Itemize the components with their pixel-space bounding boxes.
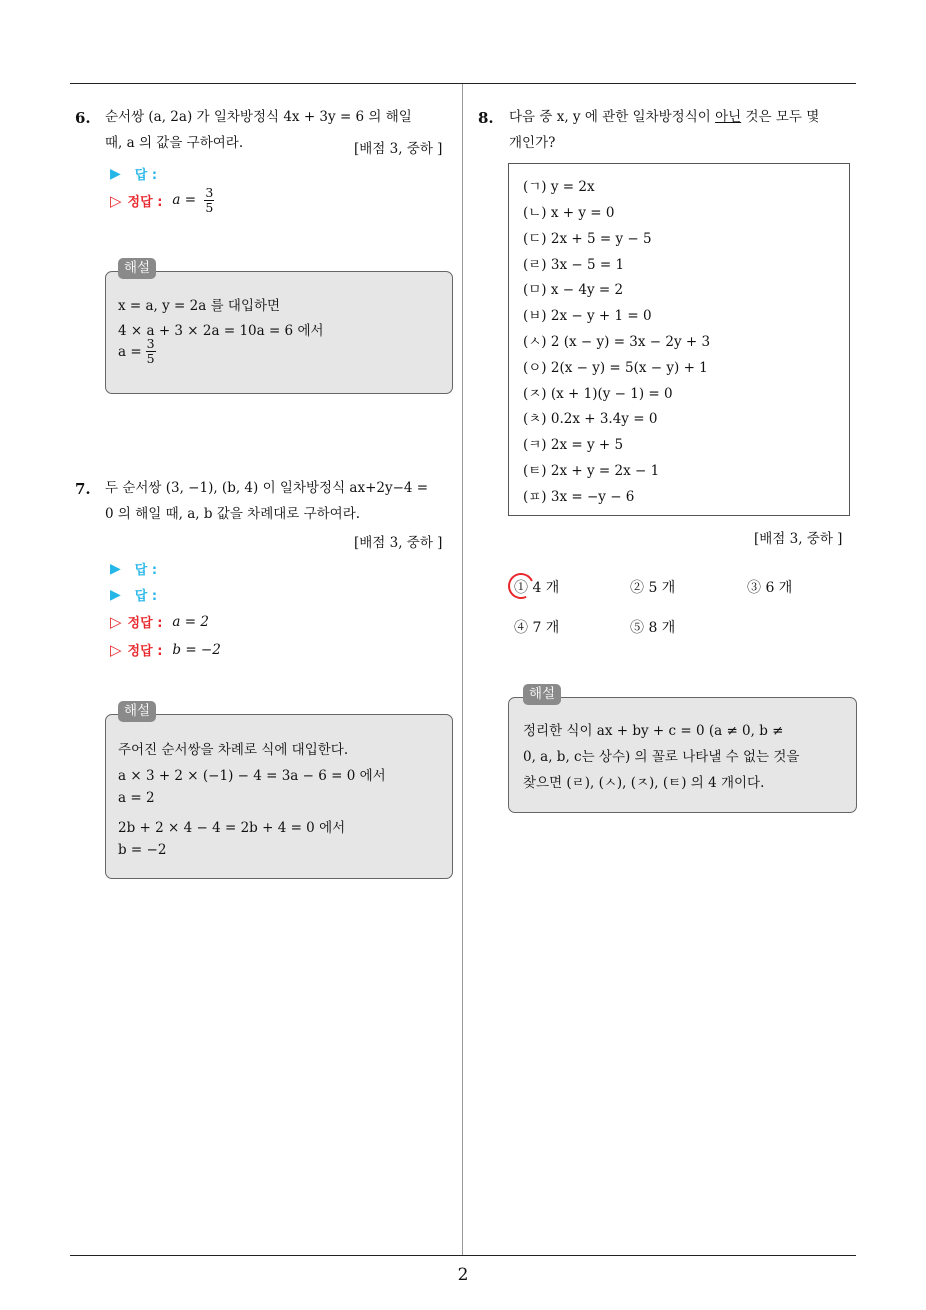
equation-item: (ㅅ) 2 (x − y) = 3x − 2y + 3	[523, 334, 711, 350]
denominator: 5	[146, 351, 155, 366]
play-icon: ▶	[110, 560, 121, 577]
equation-item: (ㅋ) 2x = y + 5	[523, 437, 624, 453]
explanation-line: 4 × a + 3 × 2a = 10a = 6 에서	[118, 323, 324, 339]
score-label: [배점 3, 중하 ]	[754, 531, 843, 547]
explanation-line: b = −2	[118, 842, 167, 858]
equation-item: (ㄴ) x + y = 0	[523, 205, 615, 221]
question-text-line1: 두 순서쌍 (3, −1), (b, 4) 이 일차방정식 ax+2y−4 =	[105, 480, 429, 496]
equation-item: (ㄹ) 3x − 5 = 1	[523, 257, 625, 273]
question-number: 7.	[75, 480, 91, 498]
equation-item: (ㄱ) y = 2x	[523, 179, 595, 195]
question-text-line2: 0 의 해일 때, a, b 값을 차례대로 구하여라.	[105, 506, 361, 522]
equation-item: (ㅁ) x − 4y = 2	[523, 282, 624, 298]
underlined-word: 아닌	[715, 109, 742, 125]
triangle-outline-icon: ▷	[110, 612, 122, 631]
play-icon: ▶	[110, 586, 121, 603]
correct-answer-row	[110, 640, 221, 659]
page-number: 2	[457, 1265, 469, 1285]
explanation-tag: 해설	[118, 701, 156, 722]
equation-item: (ㅈ) (x + 1)(y − 1) = 0	[523, 386, 673, 402]
explanation-line: a × 3 + 2 × (−1) − 4 = 3a − 6 = 0 에서	[118, 768, 386, 784]
column-divider	[462, 84, 463, 1255]
explanation-line: 찾으면 (ㄹ), (ㅅ), (ㅈ), (ㅌ) 의 4 개이다.	[523, 775, 765, 791]
choice-2[interactable]: ② 5 개	[630, 580, 676, 596]
question-number: 6.	[75, 109, 91, 127]
equation-item: (ㅇ) 2(x − y) = 5(x − y) + 1	[523, 360, 708, 376]
triangle-outline-icon: ▷	[110, 640, 122, 659]
answer-label: 답 :	[134, 589, 158, 604]
denominator: 5	[205, 200, 214, 215]
top-rule	[70, 83, 856, 84]
explanation-line: 0, a, b, c는 상수) 의 꼴로 나타낼 수 없는 것을	[523, 749, 800, 765]
correct-value: b = −2	[172, 641, 221, 658]
correct-answer-row	[110, 186, 214, 215]
choice-1[interactable]: ① 4 개	[514, 580, 560, 596]
question-text-line1: 순서쌍 (a, 2a) 가 일차방정식 4x + 3y = 6 의 해일	[105, 109, 412, 125]
explanation-line: x = a, y = 2a 를 대입하면	[118, 298, 281, 314]
explanation-box	[105, 260, 453, 394]
answer-row	[110, 585, 157, 604]
choice-4[interactable]: ④ 7 개	[514, 620, 560, 636]
bottom-rule	[70, 1255, 856, 1256]
explanation-box	[105, 703, 453, 879]
question-text-part: 다음 중 x, y 에 관한 일차방정식이	[509, 109, 716, 125]
choice-5[interactable]: ⑤ 8 개	[630, 620, 676, 636]
explanation-line: 정리한 식이 ax + by + c = 0 (a ≠ 0, b ≠	[523, 723, 784, 739]
numerator: 3	[146, 336, 155, 351]
explanation-box	[508, 686, 857, 813]
question-text-part: 것은 모두 몇	[741, 109, 820, 125]
triangle-outline-icon: ▷	[110, 191, 122, 210]
equation-list-box	[508, 163, 850, 516]
fraction	[146, 337, 156, 366]
correct-value	[172, 186, 214, 215]
correct-lhs: a =	[172, 192, 197, 208]
score-label: [배점 3, 중하 ]	[354, 141, 443, 157]
question-number: 8.	[478, 109, 494, 127]
choice-3[interactable]: ③ 6 개	[747, 580, 793, 596]
explanation-line: 주어진 순서쌍을 차례로 식에 대입한다.	[118, 742, 349, 758]
correct-label: 정답 :	[127, 616, 163, 631]
equation-item: (ㅌ) 2x + y = 2x − 1	[523, 463, 660, 479]
explanation-line: a = 2	[118, 790, 155, 806]
numerator: 3	[205, 185, 214, 200]
equation-item: (ㅍ) 3x = −y − 6	[523, 489, 635, 505]
play-icon: ▶	[110, 165, 121, 182]
score-label: [배점 3, 중하 ]	[354, 535, 443, 551]
explanation-tag: 해설	[118, 258, 156, 279]
equation-item: (ㅂ) 2x − y + 1 = 0	[523, 308, 652, 324]
fraction	[204, 186, 214, 215]
answer-row	[110, 164, 157, 183]
question-text-line2: 개인가?	[509, 135, 556, 151]
correct-label: 정답 :	[127, 644, 163, 659]
correct-answer-row	[110, 612, 209, 631]
question-text-line1	[509, 104, 819, 130]
explanation-line	[118, 337, 156, 366]
answer-label: 답 :	[134, 168, 158, 183]
equation-item: (ㄷ) 2x + 5 = y − 5	[523, 231, 652, 247]
answer-row	[110, 559, 157, 578]
question-text-line2: 때, a 의 값을 구하여라.	[105, 135, 244, 151]
explanation-line: 2b + 2 × 4 − 4 = 2b + 4 = 0 에서	[118, 820, 346, 836]
equation-item: (ㅊ) 0.2x + 3.4y = 0	[523, 411, 658, 427]
explanation-lhs: a =	[118, 343, 142, 360]
answer-label: 답 :	[134, 563, 158, 578]
explanation-tag: 해설	[523, 684, 561, 705]
correct-value: a = 2	[172, 613, 209, 630]
correct-label: 정답 :	[127, 195, 163, 210]
